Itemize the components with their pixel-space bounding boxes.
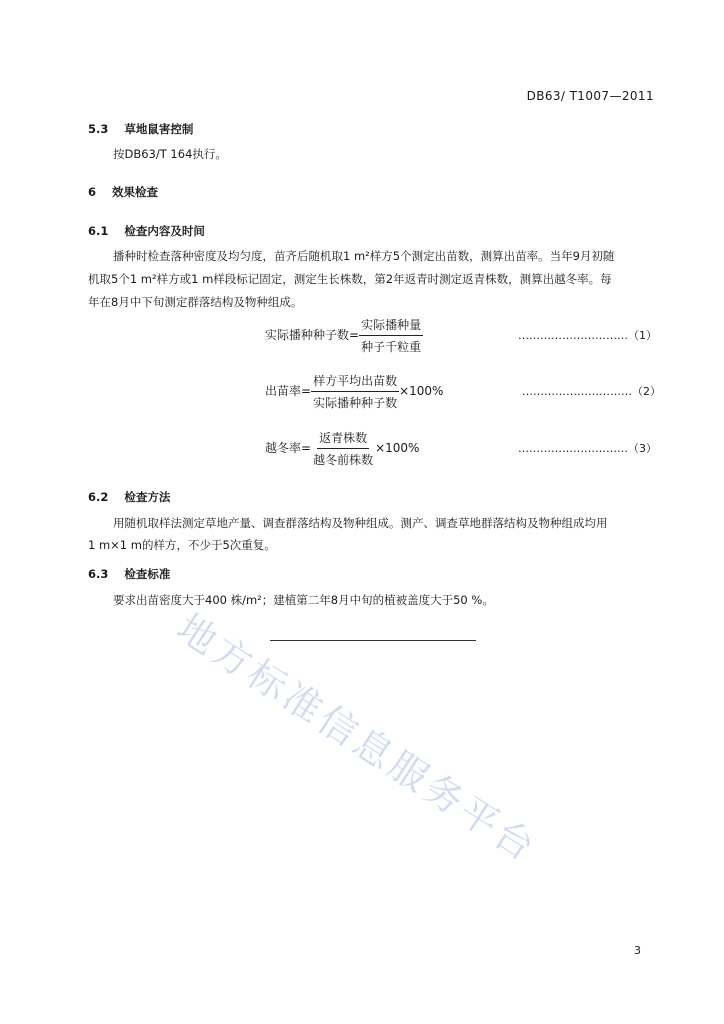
formula-lhs: 实际播种种子数=: [265, 328, 360, 342]
section-6-3-body: 要求出苗密度大于400 株/m²；建植第二年8月中旬的植被盖度大于50 %。: [113, 593, 494, 607]
formula-1: [265, 316, 423, 355]
leader-dots: …………………………: [522, 385, 632, 398]
section-6-3-heading: [88, 566, 170, 582]
section-title: 效果检查: [112, 185, 159, 199]
section-6-1-line-2: 机取5个1 m²样方或1 m样段标记固定，测定生长株数，第2年返青时测定返青株数，测算出越冬率。每: [88, 272, 612, 286]
section-title: 检查方法: [124, 490, 171, 504]
equation-number-3: [518, 440, 657, 456]
numerator: 样方平均出苗数: [311, 372, 399, 392]
section-number: 6.2: [88, 490, 109, 504]
equation-label: （2）: [632, 385, 661, 398]
leader-dots: …………………………: [518, 442, 628, 455]
formula-suffix: ×100%: [375, 441, 420, 455]
page-number: 3: [634, 944, 641, 957]
section-title: 检查标准: [124, 567, 171, 581]
fraction: [311, 429, 375, 468]
equation-label: （1）: [628, 329, 657, 342]
section-5-3-body: 按DB63/T 164执行。: [113, 147, 227, 161]
watermark: 地方标准信息服务平台: [169, 605, 546, 872]
formula-2: [265, 372, 443, 411]
formula-lhs: 出苗率=: [265, 384, 312, 398]
document-code: DB63/ T1007—2011: [526, 89, 654, 103]
leader-dots: …………………………: [518, 329, 628, 342]
fraction: [359, 316, 423, 355]
equation-number-2: [522, 383, 661, 399]
denominator: 种子千粒重: [361, 340, 422, 354]
fraction: [311, 372, 399, 411]
section-title: 草地鼠害控制: [124, 122, 194, 136]
numerator: 实际播种量: [359, 316, 423, 336]
section-number: 6.3: [88, 567, 109, 581]
formula-lhs: 越冬率=: [265, 441, 312, 455]
section-6-heading: [88, 184, 158, 200]
section-6-2-line-1: 用随机取样法测定草地产量、调查群落结构及物种组成。测产、调查草地群落结构及物种组成均用: [113, 516, 608, 530]
formula-suffix: ×100%: [399, 384, 444, 398]
section-title: 检查内容及时间: [124, 224, 205, 238]
section-6-2-line-2: 1 m×1 m的样方，不少于5次重复。: [88, 538, 276, 552]
section-number: 6: [88, 185, 97, 199]
formula-3: [265, 429, 419, 468]
end-rule: [270, 640, 476, 641]
section-5-3-heading: [88, 121, 193, 137]
section-6-1-line-3: 年在8月中下旬测定群落结构及物种组成。: [88, 295, 303, 309]
denominator: 实际播种种子数: [313, 396, 398, 410]
section-6-1-line-1: 播种时检查落种密度及均匀度，苗齐后随机取1 m²样方5个测定出苗数，测算出苗率。当年9月初随: [113, 249, 615, 263]
section-number: 6.1: [88, 224, 109, 238]
section-number: 5.3: [88, 122, 109, 136]
numerator: 返青株数: [317, 429, 369, 449]
section-6-2-heading: [88, 489, 170, 505]
equation-label: （3）: [628, 442, 657, 455]
denominator: 越冬前株数: [313, 453, 374, 467]
equation-number-1: [518, 327, 657, 343]
section-6-1-heading: [88, 223, 205, 239]
